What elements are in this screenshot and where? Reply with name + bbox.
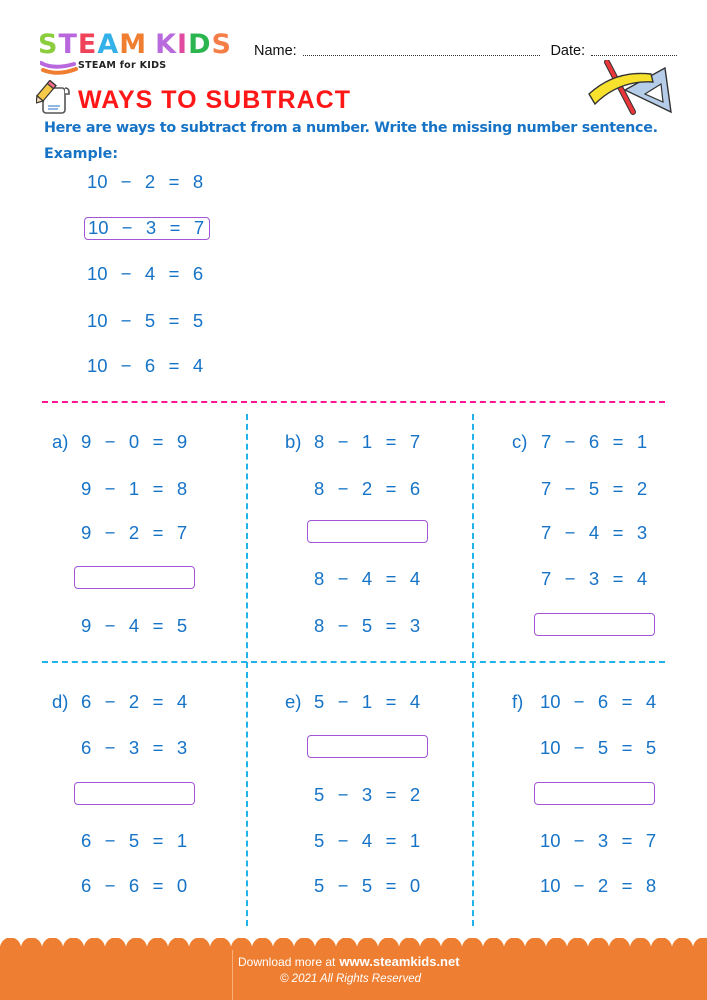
equation — [541, 567, 649, 591]
minus-sign: − — [120, 355, 132, 376]
subtrahend: 6 — [128, 875, 140, 896]
equals-sign: = — [385, 568, 397, 589]
minuend: 8 — [314, 431, 325, 452]
subtrahend: 1 — [361, 691, 373, 712]
equation — [541, 430, 649, 454]
equals-sign: = — [612, 568, 624, 589]
subtrahend: 6 — [144, 355, 156, 376]
minuend: 10 — [87, 171, 108, 192]
subtrahend: 1 — [361, 431, 373, 452]
difference: 1 — [409, 830, 421, 851]
equation — [81, 829, 189, 853]
minus-sign: − — [573, 830, 585, 851]
equation — [87, 262, 205, 286]
minuend: 6 — [81, 691, 92, 712]
copyright-text: © 2021 All Rights Reserved — [280, 973, 422, 985]
problem-label: e) — [285, 691, 302, 712]
equals-sign: = — [621, 691, 633, 712]
minus-sign: − — [337, 568, 349, 589]
equation — [540, 829, 658, 853]
problem-label: d) — [52, 691, 69, 712]
minus-sign: − — [337, 691, 349, 712]
equation — [81, 614, 189, 638]
subtrahend: 5 — [588, 478, 600, 499]
logo-letter: I — [177, 29, 189, 60]
equals-sign: = — [612, 522, 624, 543]
worksheet-title: WAYS TO SUBTRACT — [78, 86, 351, 114]
minus-sign: − — [573, 691, 585, 712]
logo-swoosh-icon — [40, 60, 80, 76]
equation — [81, 477, 189, 501]
name-date-row — [254, 39, 677, 59]
name-label: Name: — [254, 43, 297, 59]
logo-letter: S — [38, 29, 59, 60]
minuend: 6 — [81, 737, 92, 758]
subtrahend: 3 — [588, 568, 600, 589]
difference: 2 — [636, 478, 648, 499]
equation — [87, 354, 205, 378]
answer-box[interactable] — [534, 782, 655, 805]
subtrahend: 5 — [597, 737, 609, 758]
name-field[interactable] — [303, 44, 541, 56]
difference: 3 — [176, 737, 188, 758]
minuend: 6 — [81, 830, 92, 851]
minus-sign: − — [337, 431, 349, 452]
equals-sign: = — [168, 355, 180, 376]
minuend: 7 — [541, 431, 552, 452]
answer-box[interactable] — [307, 520, 428, 543]
subtrahend: 6 — [588, 431, 600, 452]
minuend: 7 — [541, 478, 552, 499]
difference: 5 — [176, 615, 188, 636]
equals-sign: = — [385, 830, 397, 851]
subtrahend: 2 — [597, 875, 609, 896]
subtrahend: 2 — [128, 522, 140, 543]
minuend: 8 — [314, 478, 325, 499]
minus-sign: − — [337, 875, 349, 896]
subtrahend: 5 — [361, 615, 373, 636]
date-field[interactable] — [591, 44, 677, 56]
minuend: 7 — [541, 568, 552, 589]
difference: 7 — [176, 522, 188, 543]
subtrahend: 0 — [128, 431, 140, 452]
logo-letter: E — [77, 29, 98, 60]
difference: 6 — [409, 478, 421, 499]
equals-sign: = — [168, 171, 180, 192]
highlighted-equation — [84, 217, 210, 240]
footer — [0, 938, 707, 1000]
subtrahend: 6 — [597, 691, 609, 712]
column-divider-2 — [472, 414, 474, 926]
equals-sign: = — [621, 830, 633, 851]
minus-sign: − — [337, 478, 349, 499]
difference: 7 — [193, 217, 205, 238]
subtrahend: 4 — [128, 615, 140, 636]
subtrahend: 5 — [144, 310, 156, 331]
difference: 4 — [192, 355, 204, 376]
minus-sign: − — [104, 737, 116, 758]
equals-sign: = — [385, 784, 397, 805]
logo-letter: T — [58, 29, 78, 60]
difference: 4 — [645, 691, 657, 712]
footer-divider — [232, 950, 233, 1000]
equation — [81, 430, 189, 454]
equals-sign: = — [169, 217, 181, 238]
minus-sign: − — [120, 171, 132, 192]
equation — [81, 690, 189, 714]
minuend: 5 — [314, 784, 325, 805]
difference: 0 — [176, 875, 188, 896]
subtrahend: 2 — [361, 478, 373, 499]
minus-sign: − — [104, 830, 116, 851]
difference: 5 — [192, 310, 204, 331]
equals-sign: = — [612, 478, 624, 499]
equals-sign: = — [152, 875, 164, 896]
minuend: 10 — [87, 355, 108, 376]
equals-sign: = — [152, 737, 164, 758]
minuend: 8 — [314, 568, 325, 589]
minuend: 9 — [81, 478, 92, 499]
minus-sign: − — [104, 522, 116, 543]
difference: 4 — [636, 568, 648, 589]
difference: 0 — [409, 875, 421, 896]
minuend: 10 — [540, 691, 561, 712]
equation — [541, 521, 649, 545]
minuend: 10 — [87, 310, 108, 331]
minus-sign: − — [564, 431, 576, 452]
equals-sign: = — [385, 615, 397, 636]
minuend: 5 — [314, 830, 325, 851]
difference: 3 — [409, 615, 421, 636]
minus-sign: − — [104, 478, 116, 499]
minus-sign: − — [337, 830, 349, 851]
subtrahend: 5 — [128, 830, 140, 851]
answer-box[interactable] — [74, 782, 195, 805]
minuend: 5 — [314, 875, 325, 896]
minus-sign: − — [573, 875, 585, 896]
example-label: Example: — [44, 146, 119, 162]
problem-label: b) — [285, 431, 302, 452]
difference: 8 — [192, 171, 204, 192]
equals-sign: = — [612, 431, 624, 452]
minus-sign: − — [573, 737, 585, 758]
difference: 1 — [636, 431, 648, 452]
difference: 7 — [645, 830, 657, 851]
equals-sign: = — [152, 431, 164, 452]
equation — [314, 430, 422, 454]
difference: 3 — [636, 522, 648, 543]
minuend: 10 — [540, 875, 561, 896]
equation — [314, 783, 422, 807]
equals-sign: = — [621, 737, 633, 758]
logo-letter: D — [188, 29, 212, 60]
difference: 7 — [409, 431, 421, 452]
minuend: 5 — [314, 691, 325, 712]
minus-sign: − — [121, 217, 133, 238]
minus-sign: − — [120, 310, 132, 331]
minus-sign: − — [104, 875, 116, 896]
logo-wordmark — [38, 30, 232, 60]
subtrahend: 2 — [128, 691, 140, 712]
answer-box[interactable] — [74, 566, 195, 589]
equals-sign: = — [385, 478, 397, 499]
equation — [540, 690, 658, 714]
minuend: 10 — [88, 217, 109, 238]
problem-label: a) — [52, 431, 69, 452]
equals-sign: = — [385, 875, 397, 896]
equals-sign: = — [152, 522, 164, 543]
equation — [81, 521, 189, 545]
minuend: 6 — [81, 875, 92, 896]
minuend: 10 — [540, 737, 561, 758]
website-link[interactable]: www.steamkids.net — [339, 954, 460, 969]
subtrahend: 4 — [144, 263, 156, 284]
equals-sign: = — [152, 691, 164, 712]
minus-sign: − — [104, 431, 116, 452]
minuend: 8 — [314, 615, 325, 636]
pencil-paper-icon — [36, 80, 72, 116]
minus-sign: − — [104, 691, 116, 712]
equation — [540, 874, 658, 898]
logo-letter: A — [97, 29, 120, 60]
subtrahend: 3 — [145, 217, 157, 238]
equation — [314, 690, 422, 714]
difference: 9 — [176, 431, 188, 452]
equation — [540, 736, 658, 760]
section-divider — [42, 401, 665, 403]
difference: 1 — [176, 830, 188, 851]
subtrahend: 2 — [144, 171, 156, 192]
minuend: 7 — [541, 522, 552, 543]
ruler-pencil-set-square-icon — [585, 60, 675, 116]
problem-label: f) — [512, 691, 524, 712]
logo-letter: K — [155, 29, 178, 60]
equation — [87, 170, 205, 194]
equation — [314, 567, 422, 591]
subtrahend: 4 — [361, 830, 373, 851]
equation — [314, 614, 422, 638]
minus-sign: − — [564, 478, 576, 499]
difference: 4 — [409, 568, 421, 589]
minus-sign: − — [120, 263, 132, 284]
equation — [81, 874, 189, 898]
minus-sign: − — [104, 615, 116, 636]
subtrahend: 4 — [588, 522, 600, 543]
minuend: 9 — [81, 431, 92, 452]
minus-sign: − — [564, 522, 576, 543]
row-divider — [42, 661, 665, 663]
subtrahend: 4 — [361, 568, 373, 589]
minus-sign: − — [564, 568, 576, 589]
problem-label: c) — [512, 431, 528, 452]
equals-sign: = — [385, 691, 397, 712]
difference: 4 — [409, 691, 421, 712]
minus-sign: − — [337, 784, 349, 805]
instructions-text: Here are ways to subtract from a number. Write the missing number sentence. — [44, 120, 658, 136]
equation — [314, 477, 422, 501]
subtrahend: 5 — [361, 875, 373, 896]
subtrahend: 1 — [128, 478, 140, 499]
equals-sign: = — [168, 263, 180, 284]
minuend: 10 — [540, 830, 561, 851]
equation — [541, 477, 649, 501]
difference: 4 — [176, 691, 188, 712]
subtrahend: 3 — [597, 830, 609, 851]
minus-sign: − — [337, 615, 349, 636]
minuend: 10 — [87, 263, 108, 284]
difference: 5 — [645, 737, 657, 758]
subtrahend: 3 — [361, 784, 373, 805]
download-text: Download more at — [238, 955, 336, 969]
footer-download — [238, 954, 460, 969]
subtrahend: 3 — [128, 737, 140, 758]
minuend: 9 — [81, 522, 92, 543]
equals-sign: = — [168, 310, 180, 331]
equals-sign: = — [152, 615, 164, 636]
equals-sign: = — [621, 875, 633, 896]
equals-sign: = — [385, 431, 397, 452]
equation — [87, 309, 205, 333]
difference: 6 — [192, 263, 204, 284]
equals-sign: = — [152, 478, 164, 499]
equation — [81, 736, 189, 760]
column-divider-1 — [246, 414, 248, 926]
date-label: Date: — [550, 43, 586, 59]
logo-letter: S — [211, 29, 232, 60]
logo-subtitle: STEAM for KIDS — [78, 60, 167, 71]
steam-kids-logo — [38, 30, 238, 76]
difference: 2 — [409, 784, 421, 805]
logo-letter: M — [119, 29, 148, 60]
answer-box[interactable] — [307, 735, 428, 758]
difference: 8 — [176, 478, 188, 499]
minuend: 9 — [81, 615, 92, 636]
answer-box[interactable] — [534, 613, 655, 636]
equation — [314, 874, 422, 898]
equation — [314, 829, 422, 853]
difference: 8 — [645, 875, 657, 896]
equals-sign: = — [152, 830, 164, 851]
